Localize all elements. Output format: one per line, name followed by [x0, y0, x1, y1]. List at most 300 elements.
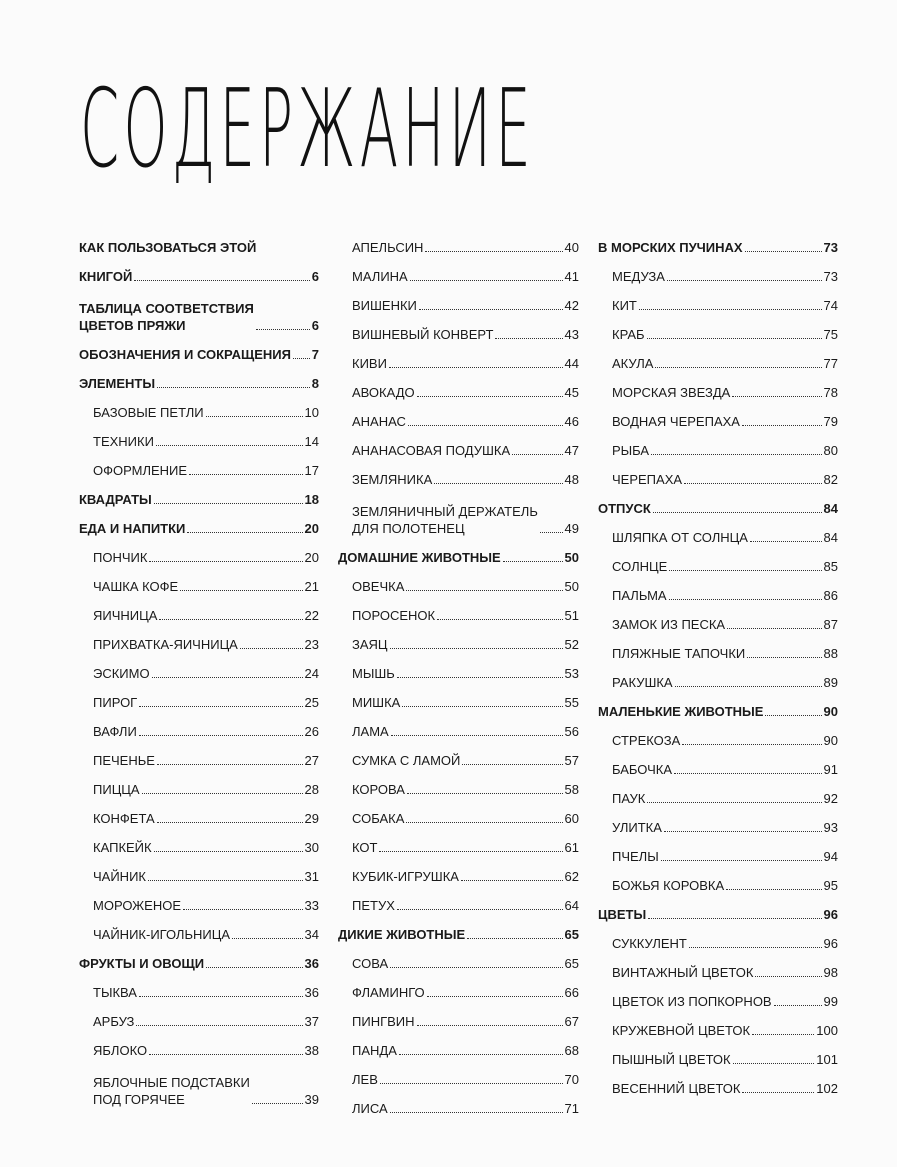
dot-leader: [774, 1005, 822, 1006]
dot-leader: [655, 367, 821, 368]
toc-page-number: 101: [816, 1052, 838, 1067]
toc-entry[interactable]: [338, 947, 579, 976]
toc-entry[interactable]: [338, 686, 579, 715]
toc-entry[interactable]: [338, 405, 579, 434]
toc-entry[interactable]: [79, 889, 319, 918]
toc-entry-label: МЕДУЗА: [612, 269, 665, 284]
toc-entry[interactable]: [79, 802, 319, 831]
toc-page-number: 23: [304, 637, 319, 652]
toc-entry[interactable]: [79, 686, 319, 715]
toc-entry-label: СОВА: [352, 956, 389, 971]
toc-entry-label: ЭСКИМО: [93, 666, 150, 681]
dot-leader: [410, 280, 563, 281]
toc-page-number: 55: [564, 695, 579, 710]
toc-page-number: 87: [823, 617, 838, 632]
toc-entry[interactable]: [598, 666, 838, 695]
toc-page-number: 92: [823, 791, 838, 806]
toc-page-number: 47: [564, 443, 579, 458]
toc-section[interactable]: [598, 898, 838, 927]
toc-page-number: 10: [304, 405, 319, 420]
toc-entry[interactable]: [598, 724, 838, 753]
toc-section[interactable]: [338, 918, 579, 947]
toc-entry[interactable]: [338, 260, 579, 289]
toc-entry-label: ВИШНЕВЫЙ КОНВЕРТ: [352, 327, 494, 342]
dot-leader: [154, 503, 303, 504]
toc-entry[interactable]: [79, 454, 319, 483]
toc-section[interactable]: [79, 483, 319, 512]
toc-page-number: 96: [823, 936, 838, 951]
toc-page-number: 50: [564, 579, 579, 594]
toc-entry-label: ТЫКВА: [93, 985, 137, 1000]
toc-entry-label: МАЛИНА: [352, 269, 408, 284]
toc-entry[interactable]: [598, 405, 838, 434]
toc-entry[interactable]: [598, 579, 838, 608]
dot-leader: [391, 735, 563, 736]
toc-entry[interactable]: [338, 492, 579, 541]
toc-page-number: 82: [823, 472, 838, 487]
toc-entry-label: МИШКА: [352, 695, 401, 710]
toc-entry[interactable]: [338, 773, 579, 802]
toc-entry-label: ПЕЧЕНЬЕ: [93, 753, 155, 768]
toc-entry[interactable]: [79, 1005, 319, 1034]
dot-leader: [750, 541, 822, 542]
toc-entry-label: ОФОРМЛЕНИЕ: [93, 463, 188, 478]
toc-page-number: 20: [304, 550, 319, 565]
dot-leader: [639, 309, 822, 310]
toc-entry-label: ПИРОГ: [93, 695, 138, 710]
toc-page-number: 38: [304, 1043, 319, 1058]
toc-entry[interactable]: [338, 463, 579, 492]
toc-section[interactable]: [79, 338, 319, 367]
toc-entry-label: СОБАКА: [352, 811, 405, 826]
toc-entry[interactable]: [79, 570, 319, 599]
dot-leader: [240, 648, 303, 649]
toc-entry-label: БАЗОВЫЕ ПЕТЛИ: [93, 405, 204, 420]
dot-leader: [417, 396, 563, 397]
toc-page-number: 99: [823, 994, 838, 1009]
toc-page-number: 6: [311, 269, 319, 284]
toc-page-number: 88: [823, 646, 838, 661]
toc-entry-label: ЕДА И НАПИТКИ: [79, 521, 186, 536]
dot-leader: [408, 425, 563, 426]
toc-entry-label: АРБУЗ: [93, 1014, 135, 1029]
toc-entry[interactable]: [79, 773, 319, 802]
toc-entry[interactable]: [79, 425, 319, 454]
toc-entry[interactable]: [338, 347, 579, 376]
toc-page-number: 40: [564, 240, 579, 255]
toc-page-number: 52: [564, 637, 579, 652]
toc-page-number: 84: [823, 530, 838, 545]
toc-entry[interactable]: [598, 782, 838, 811]
toc-entry[interactable]: [338, 889, 579, 918]
dot-leader: [136, 1025, 302, 1026]
toc-entry-label: ШЛЯПКА ОТ СОЛНЦА: [612, 530, 748, 545]
dot-leader: [293, 358, 310, 359]
toc-page-number: 48: [564, 472, 579, 487]
toc-entry-label: ОБОЗНАЧЕНИЯ И СОКРАЩЕНИЯ: [79, 347, 291, 362]
toc-entry[interactable]: [598, 985, 838, 1014]
toc-page-number: 46: [564, 414, 579, 429]
toc-entry[interactable]: [338, 860, 579, 889]
toc-entry[interactable]: [338, 744, 579, 773]
dot-leader: [380, 1083, 563, 1084]
toc-entry[interactable]: [79, 1034, 319, 1063]
toc-column-3: [598, 231, 838, 1101]
toc-entry-label: ПЛЯЖНЫЕ ТАПОЧКИ: [612, 646, 746, 661]
toc-entry-label: ПАУК: [612, 791, 646, 806]
dot-leader: [675, 686, 822, 687]
toc-section[interactable]: [79, 260, 319, 289]
toc-entry[interactable]: [338, 657, 579, 686]
toc-entry[interactable]: [338, 434, 579, 463]
dot-leader: [462, 764, 562, 765]
toc-entry-label: ЯБЛОЧНЫЕ ПОДСТАВКИ ПОД ГОРЯЧЕЕ: [93, 1075, 250, 1107]
toc-page-number: 41: [564, 269, 579, 284]
toc-entry-label: ЗАМОК ИЗ ПЕСКА: [612, 617, 726, 632]
toc-entry[interactable]: [338, 1092, 579, 1121]
dot-leader: [206, 416, 303, 417]
dot-leader: [397, 677, 563, 678]
toc-entry[interactable]: [79, 628, 319, 657]
toc-entry[interactable]: [598, 1043, 838, 1072]
dot-leader: [417, 1025, 563, 1026]
toc-entry[interactable]: [79, 744, 319, 773]
toc-entry-label: РЫБА: [612, 443, 650, 458]
toc-entry-label: ДОМАШНИЕ ЖИВОТНЫЕ: [338, 550, 501, 565]
toc-entry[interactable]: [338, 831, 579, 860]
toc-page-number: 28: [304, 782, 319, 797]
toc-entry[interactable]: [598, 434, 838, 463]
toc-entry-label: КВАДРАТЫ: [79, 492, 152, 507]
toc-entry[interactable]: [598, 840, 838, 869]
dot-leader: [669, 599, 822, 600]
toc-entry[interactable]: [79, 541, 319, 570]
toc-page-number: 36: [304, 956, 319, 971]
dot-leader: [139, 996, 303, 997]
dot-leader: [407, 793, 563, 794]
toc-page-number: 33: [304, 898, 319, 913]
toc-entry[interactable]: [598, 1014, 838, 1043]
toc-page-number: 30: [304, 840, 319, 855]
dot-leader: [427, 996, 563, 997]
toc-entry[interactable]: [79, 1063, 319, 1112]
page-title: СОДЕРЖАНИЕ: [80, 67, 535, 192]
dot-leader: [727, 628, 821, 629]
toc-entry[interactable]: [338, 976, 579, 1005]
toc-entry-label: ЛЕВ: [352, 1072, 378, 1087]
toc-entry-label: ЗАЯЦ: [352, 637, 388, 652]
toc-entry[interactable]: [598, 347, 838, 376]
toc-entry-label: ПЫШНЫЙ ЦВЕТОК: [612, 1052, 731, 1067]
toc-page-number: 75: [823, 327, 838, 342]
dot-leader: [540, 532, 563, 533]
dot-leader: [647, 802, 821, 803]
toc-entry[interactable]: [598, 927, 838, 956]
toc-entry-label: ЧАЙНИК: [93, 869, 146, 884]
toc-entry[interactable]: [79, 976, 319, 1005]
toc-entry-label: СОЛНЦЕ: [612, 559, 668, 574]
toc-page-number: 65: [564, 956, 579, 971]
toc-page-number: 93: [823, 820, 838, 835]
toc-entry[interactable]: [598, 376, 838, 405]
dot-leader: [159, 619, 302, 620]
toc-entry[interactable]: [598, 956, 838, 985]
toc-section[interactable]: [79, 512, 319, 541]
dot-leader: [183, 909, 303, 910]
toc-page-number: 57: [564, 753, 579, 768]
toc-page-number: 77: [823, 356, 838, 371]
toc-entry-label: СУМКА С ЛАМОЙ: [352, 753, 461, 768]
toc-page-number: 78: [823, 385, 838, 400]
toc-entry-label: БОЖЬЯ КОРОВКА: [612, 878, 725, 893]
dot-leader: [232, 938, 303, 939]
toc-entry-label: ВАФЛИ: [93, 724, 137, 739]
toc-entry[interactable]: [598, 318, 838, 347]
toc-entry-label: ПИНГВИН: [352, 1014, 415, 1029]
toc-entry-label: АКУЛА: [612, 356, 654, 371]
toc-entry[interactable]: [338, 715, 579, 744]
toc-entry[interactable]: [338, 376, 579, 405]
dot-leader: [651, 454, 821, 455]
toc-entry[interactable]: [338, 1034, 579, 1063]
toc-entry[interactable]: [338, 318, 579, 347]
toc-column-2: [338, 231, 579, 1121]
toc-page-number: 21: [304, 579, 319, 594]
dot-leader: [187, 532, 302, 533]
toc-entry-label: ВЕСЕННИЙ ЦВЕТОК: [612, 1081, 741, 1096]
toc-entry[interactable]: [598, 608, 838, 637]
toc-section[interactable]: [598, 231, 838, 260]
toc-entry-label: КНИГОЙ: [79, 269, 133, 284]
toc-entry[interactable]: [598, 521, 838, 550]
toc-entry-label: ЧАШКА КОФЕ: [93, 579, 179, 594]
toc-entry-label: ЗЕМЛЯНИКА: [352, 472, 433, 487]
toc-entry[interactable]: [598, 463, 838, 492]
dot-leader: [467, 938, 562, 939]
toc-entry[interactable]: [79, 831, 319, 860]
dot-leader: [402, 706, 562, 707]
toc-page-number: 68: [564, 1043, 579, 1058]
toc-page-number: 27: [304, 753, 319, 768]
toc-entry-label: ЦВЕТОК ИЗ ПОПКОРНОВ: [612, 994, 772, 1009]
toc-entry-label: ЯБЛОКО: [93, 1043, 148, 1058]
toc-page-number: 60: [564, 811, 579, 826]
toc-page-number: 45: [564, 385, 579, 400]
dot-leader: [397, 909, 563, 910]
toc-page-number: 31: [304, 869, 319, 884]
dot-leader: [682, 744, 821, 745]
toc-entry-label: МЫШЬ: [352, 666, 395, 681]
toc-entry-label: ФЛАМИНГО: [352, 985, 425, 1000]
toc-entry[interactable]: [338, 599, 579, 628]
toc-page-number: 71: [564, 1101, 579, 1116]
dot-leader: [156, 445, 303, 446]
toc-entry-label: ТАБЛИЦА СООТВЕТСТВИЯ ЦВЕТОВ ПРЯЖИ: [79, 301, 254, 333]
toc-page-number: 73: [823, 269, 838, 284]
toc-entry[interactable]: [338, 628, 579, 657]
toc-page-number: 20: [304, 521, 319, 536]
toc-page-number: 100: [816, 1023, 838, 1038]
dot-leader: [765, 715, 821, 716]
dot-leader: [669, 570, 821, 571]
toc-page-number: 74: [823, 298, 838, 313]
dot-leader: [674, 773, 821, 774]
toc-entry-label: КРАБ: [612, 327, 645, 342]
toc-page-number: 51: [564, 608, 579, 623]
toc-entry[interactable]: [338, 1063, 579, 1092]
toc-page-number: 36: [304, 985, 319, 1000]
toc-page-number: 98: [823, 965, 838, 980]
dot-leader: [390, 967, 562, 968]
toc-page-number: 6: [311, 318, 319, 333]
toc-page-number: 56: [564, 724, 579, 739]
toc-entry-label: КРУЖЕВНОЙ ЦВЕТОК: [612, 1023, 751, 1038]
dot-leader: [390, 1112, 563, 1113]
dot-leader: [732, 396, 821, 397]
toc-page-number: 102: [816, 1081, 838, 1096]
toc-entry-label: ПОРОСЕНОК: [352, 608, 436, 623]
toc-page-number: 39: [304, 1092, 319, 1107]
toc-entry-label: ЯИЧНИЦА: [93, 608, 158, 623]
dot-leader: [648, 918, 821, 919]
toc-entry[interactable]: [338, 570, 579, 599]
toc-entry[interactable]: [79, 860, 319, 889]
dot-leader: [157, 764, 303, 765]
toc-section[interactable]: [79, 289, 319, 338]
toc-entry-label: АПЕЛЬСИН: [352, 240, 424, 255]
dot-leader: [142, 793, 303, 794]
toc-entry-label: КИВИ: [352, 356, 387, 371]
dot-leader: [726, 889, 821, 890]
dot-leader: [189, 474, 302, 475]
toc-page-number: 66: [564, 985, 579, 1000]
toc-section[interactable]: [79, 947, 319, 976]
toc-entry-label: ПОНЧИК: [93, 550, 148, 565]
toc-page-number: 26: [304, 724, 319, 739]
toc-entry-label: ВИШЕНКИ: [352, 298, 417, 313]
toc-entry[interactable]: [79, 918, 319, 947]
toc-entry[interactable]: [598, 550, 838, 579]
toc-entry[interactable]: [598, 1072, 838, 1101]
toc-entry-label: МОРОЖЕНОЕ: [93, 898, 181, 913]
toc-page-number: 22: [304, 608, 319, 623]
toc-page-number: 62: [564, 869, 579, 884]
toc-page-number: 67: [564, 1014, 579, 1029]
dot-leader: [180, 590, 302, 591]
toc-entry[interactable]: [598, 289, 838, 318]
dot-leader: [390, 648, 563, 649]
dot-leader: [139, 706, 302, 707]
toc-page-number: 24: [304, 666, 319, 681]
toc-page-number: 70: [564, 1072, 579, 1087]
toc-entry[interactable]: [598, 753, 838, 782]
dot-leader: [745, 251, 822, 252]
toc-entry-label: ПИЦЦА: [93, 782, 140, 797]
toc-entry-label: КАПКЕЙК: [93, 840, 152, 855]
toc-entry[interactable]: [338, 1005, 579, 1034]
toc-entry-label: ПАНДА: [352, 1043, 397, 1058]
toc-section[interactable]: [598, 695, 838, 724]
toc-page-number: 42: [564, 298, 579, 313]
toc-entry-label: МОРСКАЯ ЗВЕЗДА: [612, 385, 731, 400]
toc-section[interactable]: [79, 231, 319, 260]
toc-entry-label: КОТ: [352, 840, 378, 855]
toc-entry-label: АНАНАСОВАЯ ПОДУШКА: [352, 443, 511, 458]
toc-entry-label: СУККУЛЕНТ: [612, 936, 687, 951]
toc-entry-label: КИТ: [612, 298, 637, 313]
toc-entry-label: БАБОЧКА: [612, 762, 673, 777]
toc-entry-label: ОВЕЧКА: [352, 579, 405, 594]
toc-entry-label: ОТПУСК: [598, 501, 651, 516]
toc-entry[interactable]: [598, 637, 838, 666]
toc-page-number: 29: [304, 811, 319, 826]
toc-entry-label: ЗЕМЛЯНИЧНЫЙ ДЕРЖАТЕЛЬ ДЛЯ ПОЛОТЕНЕЦ: [352, 504, 538, 536]
dot-leader: [425, 251, 562, 252]
toc-page-number: 18: [304, 492, 319, 507]
toc-column-1: [79, 231, 319, 1112]
dot-leader: [742, 1092, 814, 1093]
dot-leader: [437, 619, 562, 620]
dot-leader: [157, 387, 310, 388]
dot-leader: [647, 338, 822, 339]
dot-leader: [752, 1034, 814, 1035]
dot-leader: [206, 967, 302, 968]
toc-entry-label: ЧАЙНИК-ИГОЛЬНИЦА: [93, 927, 231, 942]
dot-leader: [733, 1063, 815, 1064]
toc-section[interactable]: [79, 367, 319, 396]
toc-entry-label: КУБИК-ИГРУШКА: [352, 869, 459, 884]
toc-entry[interactable]: [598, 811, 838, 840]
toc-entry[interactable]: [598, 869, 838, 898]
toc-entry-label: УЛИТКА: [612, 820, 662, 835]
toc-page-number: 61: [564, 840, 579, 855]
dot-leader: [755, 976, 821, 977]
toc-entry-label: ПЧЕЛЫ: [612, 849, 659, 864]
toc-page-number: 86: [823, 588, 838, 603]
toc-section[interactable]: [598, 492, 838, 521]
toc-entry[interactable]: [79, 396, 319, 425]
toc-entry[interactable]: [79, 657, 319, 686]
toc-entry[interactable]: [338, 289, 579, 318]
toc-page-number: 89: [823, 675, 838, 690]
dot-leader: [256, 329, 310, 330]
toc-entry-label: ПРИХВАТКА-ЯИЧНИЦА: [93, 637, 238, 652]
toc-page-number: 65: [564, 927, 579, 942]
toc-entry[interactable]: [598, 260, 838, 289]
toc-entry-label: ФРУКТЫ И ОВОЩИ: [79, 956, 205, 971]
dot-leader: [406, 822, 562, 823]
toc-entry-label: КОРОВА: [352, 782, 405, 797]
toc-entry[interactable]: [338, 802, 579, 831]
toc-entry-label: АНАНАС: [352, 414, 406, 429]
toc-entry[interactable]: [338, 231, 579, 260]
toc-page-number: 64: [564, 898, 579, 913]
dot-leader: [389, 367, 563, 368]
dot-leader: [689, 947, 822, 948]
toc-entry-label: ВИНТАЖНЫЙ ЦВЕТОК: [612, 965, 754, 980]
toc-entry-label: ВОДНАЯ ЧЕРЕПАХА: [612, 414, 740, 429]
dot-leader: [149, 561, 302, 562]
toc-page-number: 43: [564, 327, 579, 342]
toc-entry[interactable]: [79, 715, 319, 744]
toc-section[interactable]: [338, 541, 579, 570]
toc-page-number: 90: [823, 733, 838, 748]
toc-page-number: 17: [304, 463, 319, 478]
toc-entry[interactable]: [79, 599, 319, 628]
dot-leader: [747, 657, 821, 658]
dot-leader: [152, 677, 303, 678]
dot-leader: [742, 425, 822, 426]
